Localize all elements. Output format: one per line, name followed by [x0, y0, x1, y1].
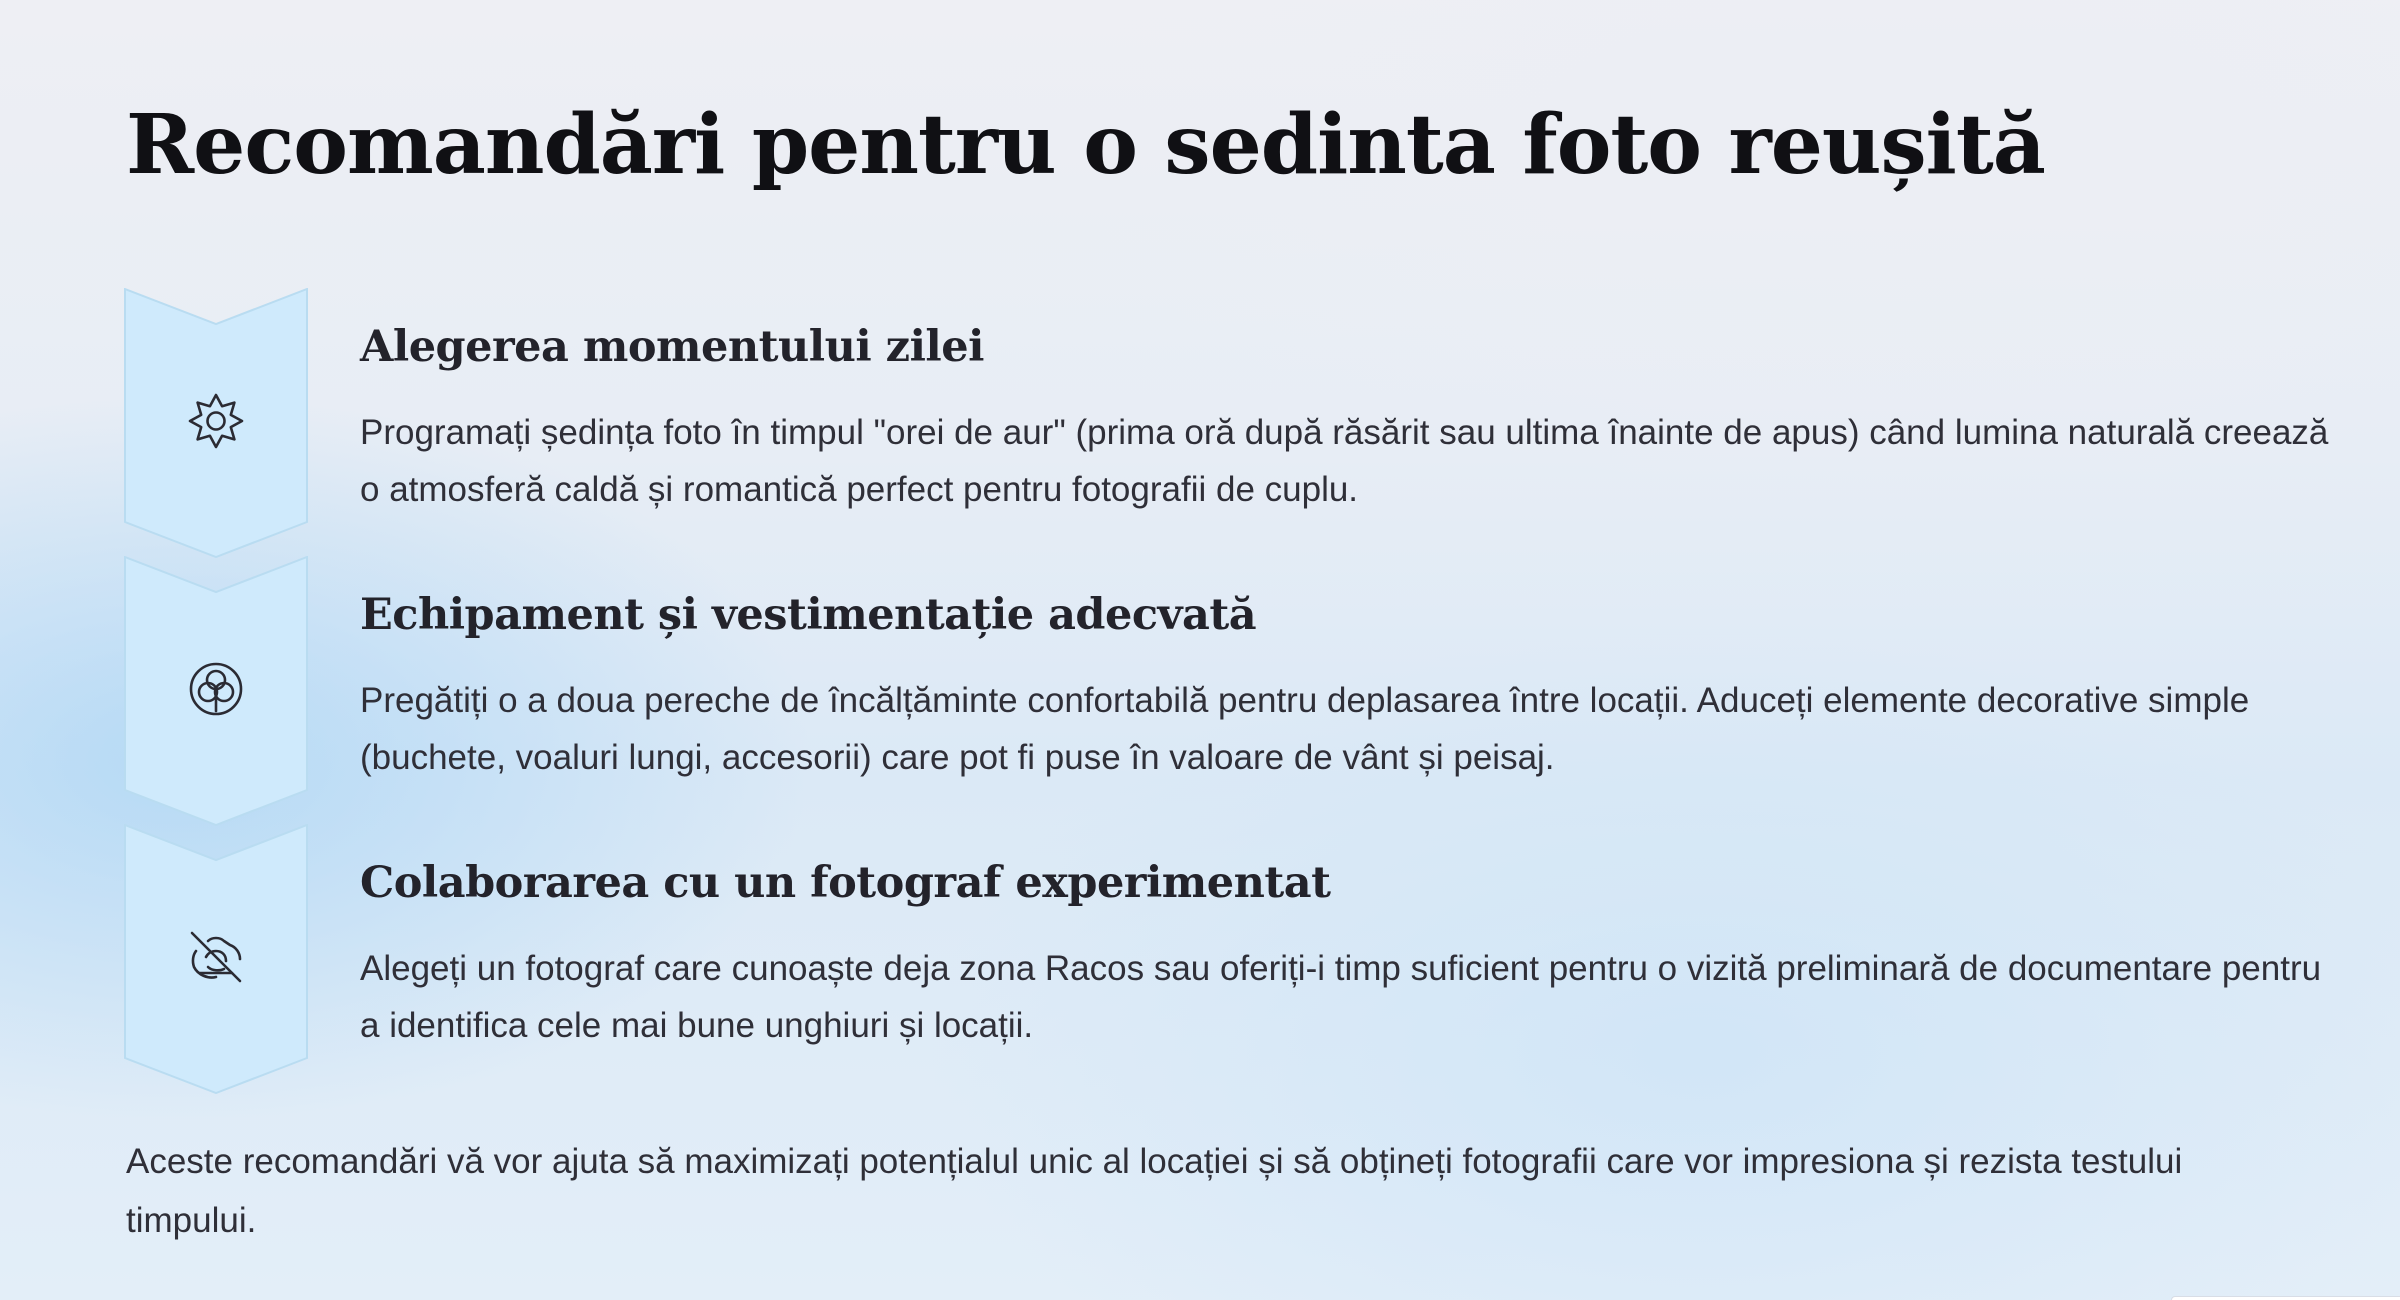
step-title: Colaborarea cu un fotograf experimentat [360, 858, 1331, 908]
flower-icon [186, 659, 246, 719]
step-description: Alegeți un fotograf care cunoaște deja zona Racos sau oferiți-i timp suficient pentru o vizită preliminară de documentare pentru a identifica cele mai bune unghiuri și locații. [360, 949, 2322, 1045]
steps-list [124, 288, 2329, 1092]
camera-off-icon [186, 927, 246, 987]
sun-icon [186, 391, 246, 451]
step-title: Alegerea momentului zilei [360, 322, 984, 372]
step-item [124, 288, 2329, 556]
step-item [124, 556, 2264, 824]
step-item [124, 824, 2322, 1092]
corner-tab [2171, 1296, 2400, 1300]
page-title: Recomandări pentru o sedinta foto reușită [126, 97, 2045, 193]
step-title: Echipament și vestimentație adecvată [360, 590, 1257, 640]
step-description: Pregătiți o a doua pereche de încălțăminte confortabilă pentru deplasarea între locații. Aduceți elemente decorative simple (buchete, voaluri lungi, accesorii) care pot fi puse în valoare de vânt și peisaj. [360, 681, 2250, 777]
conclusion-text: Aceste recomandări vă vor ajuta să maximizați potențialul unic al locației și să obțineți fotografii care vor impresiona și rezista testului timpului. [126, 1142, 2183, 1240]
step-description: Programați ședința foto în timpul "orei de aur" (prima oră după răsărit sau ultima înainte de apus) când lumina naturală creează o atmosferă caldă și romantică perfect pentru fotografii de cuplu. [360, 413, 2329, 509]
